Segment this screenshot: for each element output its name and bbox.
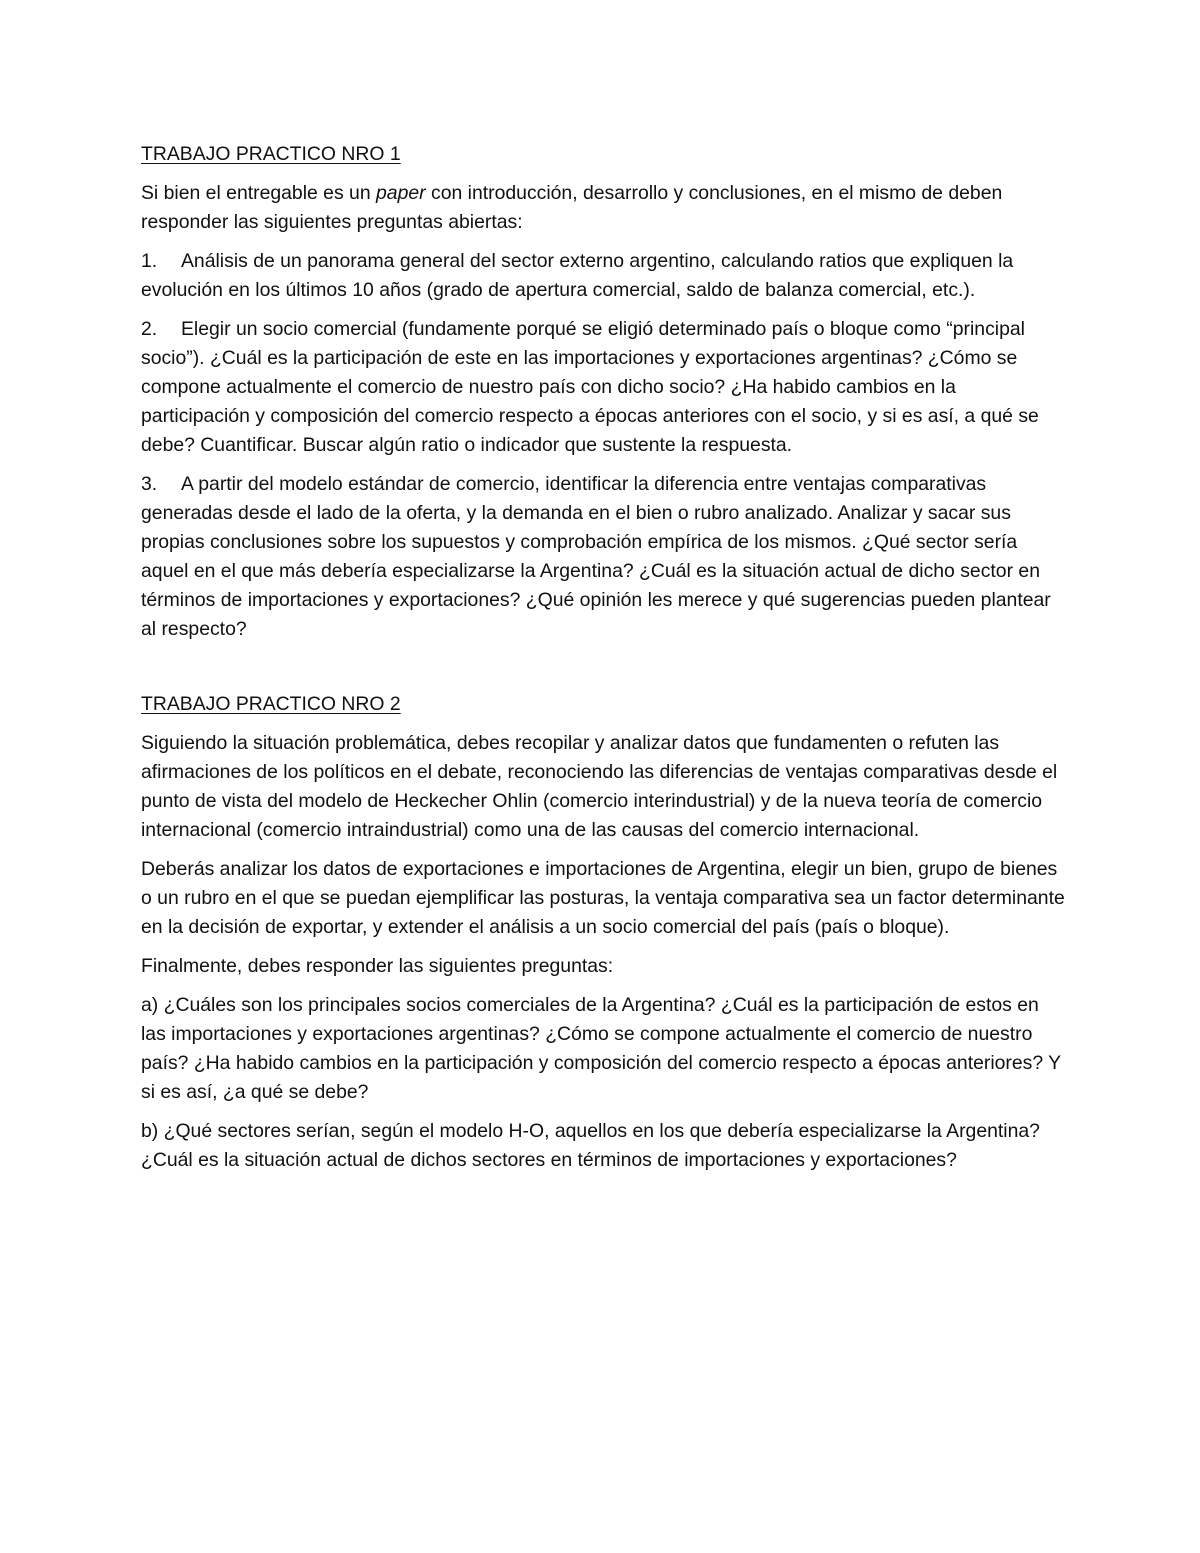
tp1-question-3 <box>141 470 1066 644</box>
tp2-paragraph-3: Finalmente, debes responder las siguientes preguntas: <box>141 955 614 977</box>
tp1-question-2 <box>141 315 1066 460</box>
section-tp1 <box>141 140 1066 644</box>
document-page <box>141 140 1066 1175</box>
question-number: 2. <box>141 318 158 340</box>
question-text: A partir del modelo estándar de comercio, identificar la diferencia entre ventajas comparativas generadas desde el lado de la oferta, y la demanda en el bien o rubro analizado. Analizar y sacar sus propias conclusiones sobre los supuestos y comprobación empírica de los mismos. ¿Qué sector sería aquel en el que más debería especializarse la Argentina? ¿Cuál es la situación actual de dicho sector en términos de importaciones y exportaciones? ¿Qué opinión les merece y qué sugerencias pueden plantear al respecto? <box>141 473 1051 640</box>
tp2-paragraph-2: Deberás analizar los datos de exportaciones e importaciones de Argentina, elegir un bien, grupo de bienes o un rubro en el que se puedan ejemplificar las posturas, la ventaja comparativa sea un factor determinante en la decisión de exportar, y extender el análisis a un socio comercial del país (país o bloque). <box>141 858 1065 938</box>
section-title-tp2: TRABAJO PRACTICO NRO 2 <box>141 693 401 715</box>
tp2-question-a: a) ¿Cuáles son los principales socios comerciales de la Argentina? ¿Cuál es la participación de estos en las importaciones y exportaciones argentinas? ¿Cómo se compone actualmente el comercio de nuestro país? ¿Ha habido cambios en la participación y composición del comercio respecto a épocas anteriores? Y si es así, ¿a qué se debe? <box>141 994 1061 1103</box>
section-title-tp1: TRABAJO PRACTICO NRO 1 <box>141 143 401 165</box>
section-tp2 <box>141 690 1066 1175</box>
question-number: 3. <box>141 473 158 495</box>
question-number: 1. <box>141 250 158 272</box>
tp2-question-b: b) ¿Qué sectores serían, según el modelo H-O, aquellos en los que debería especializarse la Argentina? ¿Cuál es la situación actual de dichos sectores en términos de importaciones y exportaciones? <box>141 1120 1040 1171</box>
question-text: Elegir un socio comercial (fundamente porqué se eligió determinado país o bloque como “principal socio”). ¿Cuál es la participación de este en las importaciones y exportaciones argentinas? ¿Cómo se compone actualmente el comercio de nuestro país con dicho socio? ¿Ha habido cambios en la participación y composición del comercio respecto a épocas anteriores con el socio, y si es así, a qué se debe? Cuantificar. Buscar algún ratio o indicador que sustente la respuesta. <box>141 318 1039 456</box>
tp1-intro-emphasis: paper <box>376 182 426 204</box>
tp1-intro-after: con introducción, desarrollo y conclusiones, en el mismo de deben responder las siguientes preguntas abiertas: <box>141 182 1003 233</box>
tp1-question-1 <box>141 247 1066 305</box>
tp2-paragraph-1: Siguiendo la situación problemática, debes recopilar y analizar datos que fundamenten o refuten las afirmaciones de los políticos en el debate, reconociendo las diferencias de ventajas comparativas desde el punto de vista del modelo de Heckecher Ohlin (comercio interindustrial) y de la nueva teoría de comercio internacional (comercio intraindustrial) como una de las causas del comercio internacional. <box>141 732 1058 841</box>
tp1-intro-before: Si bien el entregable es un <box>141 182 377 204</box>
tp1-intro <box>141 179 1066 237</box>
question-text: Análisis de un panorama general del sector externo argentino, calculando ratios que expliquen la evolución en los últimos 10 años (grado de apertura comercial, saldo de balanza comercial, etc.). <box>141 250 1014 301</box>
